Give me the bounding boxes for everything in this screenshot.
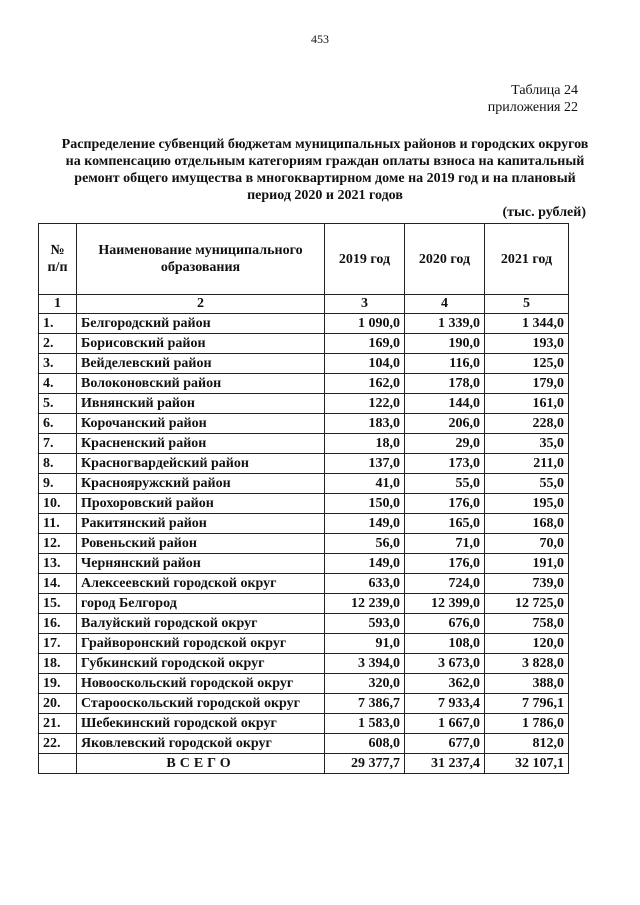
municipality-name: Ивнянский район xyxy=(77,394,325,414)
municipality-name: Прохоровский район xyxy=(77,494,325,514)
header-2020: 2020 год xyxy=(405,224,485,295)
row-number: 1. xyxy=(39,314,77,334)
municipality-name: Ровеньский район xyxy=(77,534,325,554)
municipality-name: город Белгород xyxy=(77,594,325,614)
value-2020: 71,0 xyxy=(405,534,485,554)
value-2019: 91,0 xyxy=(325,634,405,654)
municipality-name: Чернянский район xyxy=(77,554,325,574)
units-label: (тыс. рублей) xyxy=(502,205,586,220)
row-number: 9. xyxy=(39,474,77,494)
value-2019: 3 394,0 xyxy=(325,654,405,674)
value-2019: 7 386,7 xyxy=(325,694,405,714)
header-2021: 2021 год xyxy=(485,224,569,295)
table-row xyxy=(39,654,569,674)
column-number: 5 xyxy=(485,295,569,314)
value-2019: 183,0 xyxy=(325,414,405,434)
value-2021: 388,0 xyxy=(485,674,569,694)
value-2019: 41,0 xyxy=(325,474,405,494)
total-number-cell xyxy=(39,754,77,774)
row-number: 21. xyxy=(39,714,77,734)
table-row xyxy=(39,374,569,394)
value-2019: 104,0 xyxy=(325,354,405,374)
value-2019: 12 239,0 xyxy=(325,594,405,614)
value-2021: 70,0 xyxy=(485,534,569,554)
value-2021: 195,0 xyxy=(485,494,569,514)
value-2020: 144,0 xyxy=(405,394,485,414)
value-2019: 149,0 xyxy=(325,554,405,574)
municipality-name: Краснояружский район xyxy=(77,474,325,494)
value-2020: 362,0 xyxy=(405,674,485,694)
value-2019: 137,0 xyxy=(325,454,405,474)
table-row xyxy=(39,614,569,634)
value-2019: 169,0 xyxy=(325,334,405,354)
value-2019: 1 090,0 xyxy=(325,314,405,334)
row-number: 17. xyxy=(39,634,77,654)
row-number: 5. xyxy=(39,394,77,414)
value-2019: 56,0 xyxy=(325,534,405,554)
value-2019: 1 583,0 xyxy=(325,714,405,734)
municipality-name: Губкинский городской округ xyxy=(77,654,325,674)
value-2021: 739,0 xyxy=(485,574,569,594)
table-row xyxy=(39,714,569,734)
value-2021: 758,0 xyxy=(485,614,569,634)
table-row xyxy=(39,434,569,454)
value-2021: 168,0 xyxy=(485,514,569,534)
value-2021: 7 796,1 xyxy=(485,694,569,714)
value-2020: 116,0 xyxy=(405,354,485,374)
municipality-name: Красногвардейский район xyxy=(77,454,325,474)
value-2019: 320,0 xyxy=(325,674,405,694)
value-2019: 150,0 xyxy=(325,494,405,514)
municipality-name: Старооскольский городской округ xyxy=(77,694,325,714)
value-2021: 191,0 xyxy=(485,554,569,574)
table-row xyxy=(39,574,569,594)
value-2020: 1 339,0 xyxy=(405,314,485,334)
row-number: 20. xyxy=(39,694,77,714)
municipality-name: Алексеевский городской округ xyxy=(77,574,325,594)
row-number: 18. xyxy=(39,654,77,674)
value-2021: 812,0 xyxy=(485,734,569,754)
value-2020: 1 667,0 xyxy=(405,714,485,734)
value-2021: 193,0 xyxy=(485,334,569,354)
table-reference-line-1: Таблица 24 xyxy=(511,83,578,98)
total-2020: 31 237,4 xyxy=(405,754,485,774)
municipality-name: Борисовский район xyxy=(77,334,325,354)
municipality-name: Вейделевский район xyxy=(77,354,325,374)
table-row xyxy=(39,534,569,554)
value-2021: 161,0 xyxy=(485,394,569,414)
column-number-row xyxy=(39,295,569,314)
municipality-name: Корочанский район xyxy=(77,414,325,434)
row-number: 14. xyxy=(39,574,77,594)
table-row xyxy=(39,454,569,474)
value-2019: 593,0 xyxy=(325,614,405,634)
value-2021: 120,0 xyxy=(485,634,569,654)
total-2019: 29 377,7 xyxy=(325,754,405,774)
value-2020: 190,0 xyxy=(405,334,485,354)
document-title: Распределение субвенций бюджетам муниципальных районов и городских округов на компенсацию отдельным категориям граждан оплаты взноса на капитальный ремонт общего имущества в многоквартирном доме на 2019 год и на плановый период 2020 и 2021 годов xyxy=(61,137,589,203)
municipality-name: Новооскольский городской округ xyxy=(77,674,325,694)
municipality-name: Волоконовский район xyxy=(77,374,325,394)
table-row xyxy=(39,494,569,514)
row-number: 8. xyxy=(39,454,77,474)
value-2020: 176,0 xyxy=(405,554,485,574)
value-2021: 125,0 xyxy=(485,354,569,374)
table-body xyxy=(39,314,569,754)
column-number: 3 xyxy=(325,295,405,314)
row-number: 4. xyxy=(39,374,77,394)
table-row xyxy=(39,394,569,414)
table-row xyxy=(39,514,569,534)
subvention-table xyxy=(38,223,569,774)
row-number: 16. xyxy=(39,614,77,634)
page-number: 453 xyxy=(311,32,329,46)
column-number: 2 xyxy=(77,295,325,314)
value-2019: 122,0 xyxy=(325,394,405,414)
value-2021: 179,0 xyxy=(485,374,569,394)
table-reference xyxy=(488,82,578,116)
total-2021: 32 107,1 xyxy=(485,754,569,774)
value-2021: 228,0 xyxy=(485,414,569,434)
value-2020: 165,0 xyxy=(405,514,485,534)
row-number: 7. xyxy=(39,434,77,454)
municipality-name: Красненский район xyxy=(77,434,325,454)
value-2020: 676,0 xyxy=(405,614,485,634)
row-number: 3. xyxy=(39,354,77,374)
value-2020: 206,0 xyxy=(405,414,485,434)
value-2021: 3 828,0 xyxy=(485,654,569,674)
table-row xyxy=(39,414,569,434)
value-2021: 1 344,0 xyxy=(485,314,569,334)
table-row xyxy=(39,314,569,334)
row-number: 13. xyxy=(39,554,77,574)
row-number: 11. xyxy=(39,514,77,534)
value-2020: 724,0 xyxy=(405,574,485,594)
municipality-name: Ракитянский район xyxy=(77,514,325,534)
table-row xyxy=(39,354,569,374)
value-2020: 7 933,4 xyxy=(405,694,485,714)
total-label: ВСЕГО xyxy=(77,754,325,774)
table-row xyxy=(39,474,569,494)
row-number: 10. xyxy=(39,494,77,514)
header-number: № п/п xyxy=(39,224,77,295)
header-name: Наименование муниципального образования xyxy=(77,224,325,295)
table-header-row xyxy=(39,224,569,295)
value-2019: 608,0 xyxy=(325,734,405,754)
column-number: 4 xyxy=(405,295,485,314)
value-2021: 1 786,0 xyxy=(485,714,569,734)
table-row xyxy=(39,554,569,574)
value-2019: 633,0 xyxy=(325,574,405,594)
header-2019: 2019 год xyxy=(325,224,405,295)
row-number: 19. xyxy=(39,674,77,694)
table-row xyxy=(39,694,569,714)
value-2021: 12 725,0 xyxy=(485,594,569,614)
total-row xyxy=(39,754,569,774)
table-reference-line-2: приложения 22 xyxy=(487,100,578,115)
value-2020: 677,0 xyxy=(405,734,485,754)
row-number: 22. xyxy=(39,734,77,754)
value-2021: 55,0 xyxy=(485,474,569,494)
value-2021: 211,0 xyxy=(485,454,569,474)
value-2020: 3 673,0 xyxy=(405,654,485,674)
value-2019: 149,0 xyxy=(325,514,405,534)
value-2019: 18,0 xyxy=(325,434,405,454)
table-row xyxy=(39,594,569,614)
municipality-name: Шебекинский городской округ xyxy=(77,714,325,734)
municipality-name: Валуйский городской округ xyxy=(77,614,325,634)
value-2020: 173,0 xyxy=(405,454,485,474)
value-2019: 162,0 xyxy=(325,374,405,394)
column-number: 1 xyxy=(39,295,77,314)
table-row xyxy=(39,674,569,694)
municipality-name: Белгородский район xyxy=(77,314,325,334)
municipality-name: Яковлевский городской округ xyxy=(77,734,325,754)
value-2020: 29,0 xyxy=(405,434,485,454)
value-2020: 178,0 xyxy=(405,374,485,394)
value-2020: 176,0 xyxy=(405,494,485,514)
table-row xyxy=(39,634,569,654)
table-row xyxy=(39,734,569,754)
value-2020: 12 399,0 xyxy=(405,594,485,614)
value-2020: 108,0 xyxy=(405,634,485,654)
value-2021: 35,0 xyxy=(485,434,569,454)
value-2020: 55,0 xyxy=(405,474,485,494)
row-number: 15. xyxy=(39,594,77,614)
row-number: 6. xyxy=(39,414,77,434)
row-number: 12. xyxy=(39,534,77,554)
table-row xyxy=(39,334,569,354)
municipality-name: Грайворонский городской округ xyxy=(77,634,325,654)
row-number: 2. xyxy=(39,334,77,354)
